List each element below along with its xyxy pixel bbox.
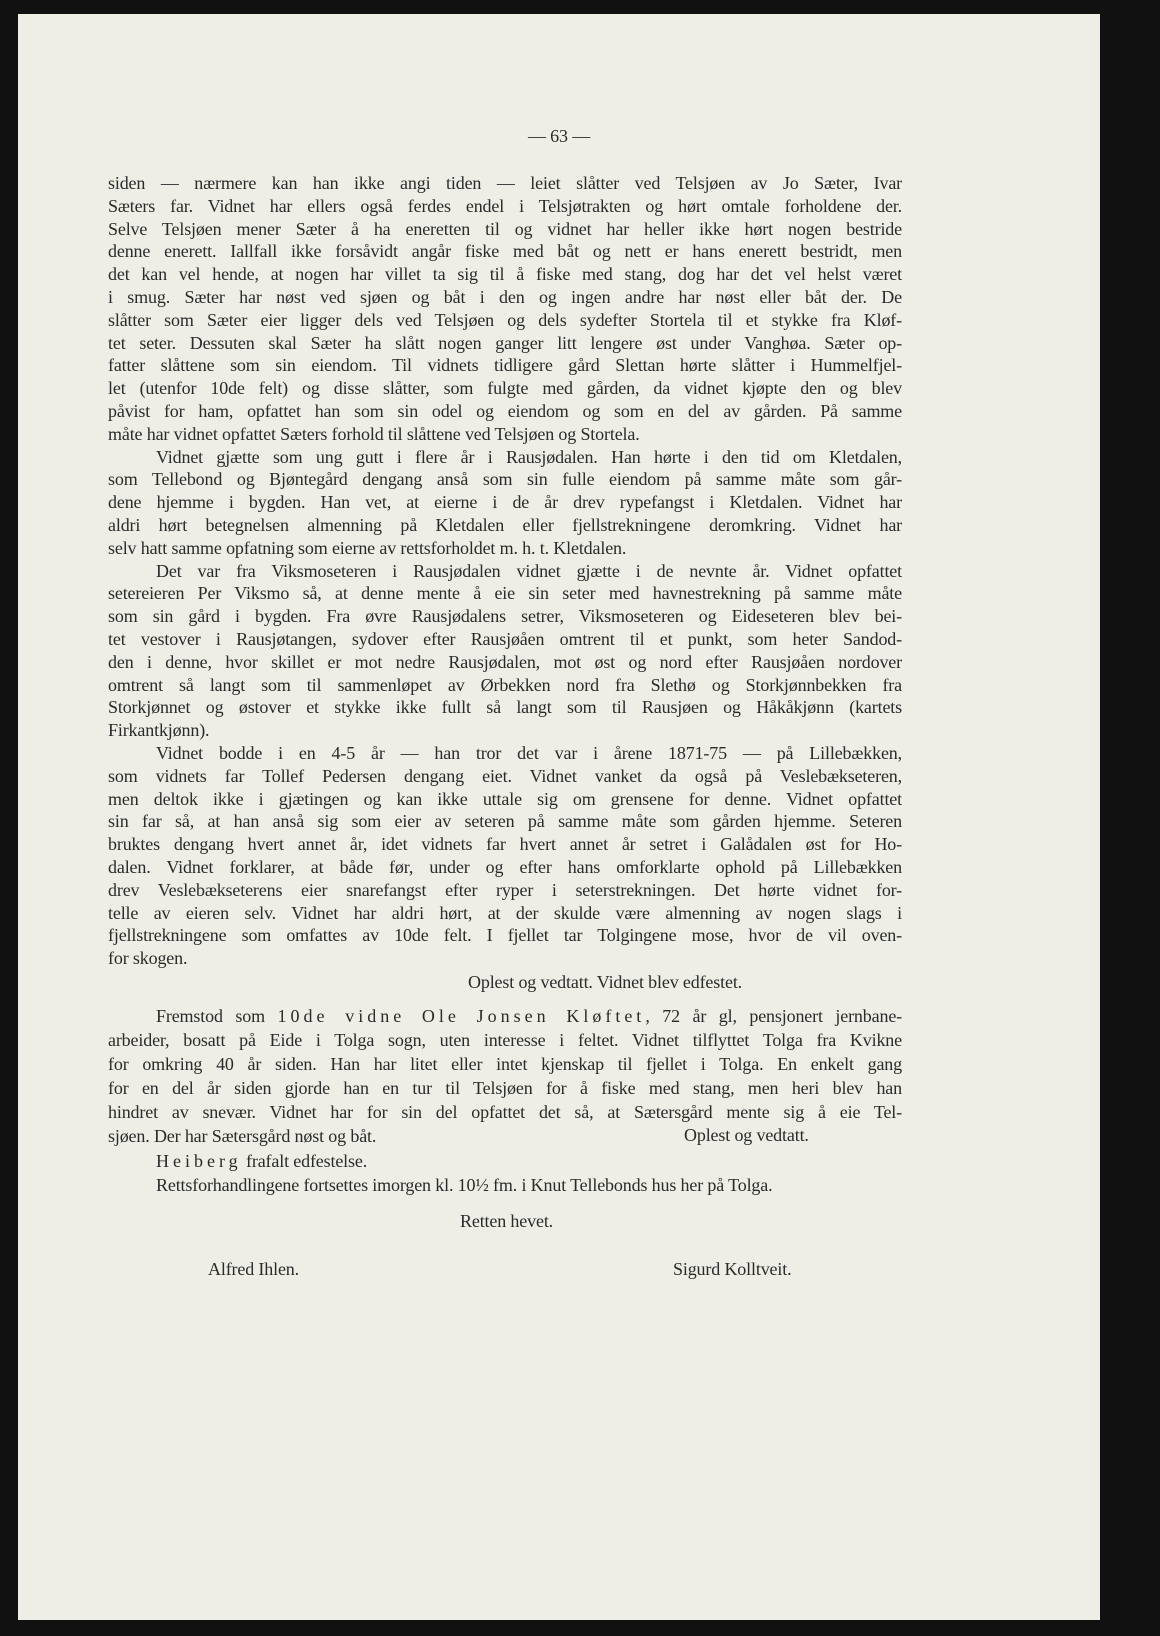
text-line: for en del år siden gjorde han en tur til Telsjøen for å fiske med stang, men heri blev han [108,1078,902,1099]
document-page [18,14,1100,1620]
text-line: måte har vidnet opfattet Sæters forhold til slåttene ved Telsjøen og Stortela. [108,423,640,444]
oath-note: Oplest og vedtatt. Vidnet blev edfestet. [468,972,743,992]
text-line: i smug. Sæter har nøst ved sjøen og båt i den og ingen andre har nøst eller båt der. De [108,286,902,307]
text-line: Rettsforhandlingene fortsettes imorgen kl. 10½ fm. i Knut Tellebonds hus her på Tolga. [156,1174,773,1195]
text-segment: frafalt edfestelse. [241,1150,368,1171]
text-line: sjøen. Der har Sætersgård nøst og båt. [108,1126,377,1147]
text-line: som vidnets far Tollef Pedersen dengang eiet. Vidnet vanket da også på Veslebækseteren, [108,765,902,786]
witness-10-paragraph [108,1004,902,1197]
text-line: som Tellebond og Bjøntegård dengang anså som sin fulle eiendom på samme måte som går- [108,469,902,490]
oath-note: Oplest og vedtatt. [684,1125,809,1145]
text-line: sin far så, at han anså sig som eier av seteren på samme måte som gården hjemme. Seteren [108,811,902,832]
text-line: setereieren Per Viksmo så, at denne mente å eie sin seter med havnestrekning på samme måte [108,583,902,604]
witness-name: 10de vidne Ole Jonsen Kløftet [277,1006,646,1026]
text-line: fjellstrekningene som omfattes av 10de felt. I fjellet tar Tolgingene mose, hvor de vil oven- [108,925,902,946]
text-line: drev Veslebækseterens eier snarefangst efter ryper i seterstrekningen. Det hørte vidnet for- [108,879,902,900]
text-line: hindret av snevær. Vidnet har for sin del opfattet det så, at Sætersgård mente sig å eie Tel- [108,1102,902,1123]
text-line [108,1004,902,1028]
text-line: slåtter som Sæter eier ligger dels ved Telsjøen og dels sydefter Stortela til et stykke fra Kløf- [108,309,902,330]
text-line: for skogen. [108,948,188,969]
text-line: dene hjemme i bygden. Han vet, at eierne i de år drev rypefangst i Kletdalen. Vidnet har [108,492,902,513]
signature-left: Alfred Ihlen. [208,1259,300,1279]
text-line: Selve Telsjøen mener Sæter å ha eneretten til og vidnet har heller ikke hørt nogen bestride [108,218,902,239]
text-line: den i denne, hvor skillet er mot nedre Rausjødalen, mot øst og nord efter Rausjøåen nordover [108,651,902,672]
text-line: denne enerett. Iallfall ikke forsåvidt angår fiske med båt og nett er hans enerett bestridt, men [108,241,902,262]
text-line: tet vestover i Rausjøtangen, sydover efter Rausjøåen omtrent til et punkt, som heter Sandod- [108,628,902,649]
text-line: aldri hørt betegnelsen almenning på Kletdalen eller fjellstrekningene deromkring. Vidnet har [108,514,902,535]
text-line: Vidnet bodde i en 4-5 år — han tror det var i årene 1871-75 — på Lillebækken, [156,742,902,763]
text-line: arbeider, bosatt på Eide i Tolga sogn, uten interesse i feltet. Vidnet tilflyttet Tolga fra Kvikne [108,1030,902,1051]
text-line: Vidnet gjætte som ung gutt i flere år i Rausjødalen. Han hørte i den tid om Kletdalen, [156,446,902,467]
text-line: påvist for ham, opfattet han som sin odel og eiendom og som en del av gården. På samme [108,400,902,421]
page-number: — 63 — [527,126,591,146]
text-line: som sin gård i bygden. Fra øvre Rausjødalens setrer, Viksmoseteren og Eideseteren blev bei- [108,606,902,627]
text-line: dalen. Vidnet forklarer, at både før, under og efter hans omforklarte ophold på Lillebækken [108,856,902,877]
testimony-body [108,172,902,970]
text-line: for omkring 40 år siden. Han har litet eller intet kjenskap til fjellet i Tolga. En enkelt gang [108,1054,902,1075]
text-line: Sæters far. Vidnet har ellers også ferdes endel i Telsjøtrakten og hørt omtale forholdene der. [108,195,902,216]
text-segment: Fremstod som [156,1006,278,1026]
text-line: tet seter. Dessuten skal Sæter ha slått nogen ganger litt lengere øst under Vanghøa. Sæter op- [108,332,902,353]
person-name: Heiberg [156,1150,242,1171]
text-line: fatter slåttene som sin eiendom. Til vidnets tidligere gård Slettan hørte slåtter i Hummelfjel- [108,355,902,376]
text-line: siden — nærmere kan han ikke angi tiden — leiet slåtter ved Telsjøen av Jo Sæter, Ivar [108,173,902,193]
signature-right: Sigurd Kolltveit. [673,1259,792,1279]
text-line: selv hatt samme opfatning som eierne av rettsforholdet m. h. t. Kletdalen. [108,537,627,558]
text-line: det kan vel hende, at nogen har villet ta sig til å fiske med stang, dog har det vel helst været [108,264,902,285]
text-line: men deltok ikke i gjætingen og kan ikke uttale sig om grensene for denne. Vidnet opfattet [108,788,902,809]
text-line [108,1149,902,1173]
text-line: omtrent så langt som til sammenløpet av Ørbekken nord fra Slethø og Storkjønnbekken fra [108,674,902,695]
text-line: Storkjønnet og østover et stykke ikke fullt så langt som til Rausjøen og Håkåkjønn (kartets [108,697,902,718]
text-line: let (utenfor 10de felt) og disse slåtter, som fulgte med gården, da vidnet kjøpte den og blev [108,378,902,399]
court-raised: Retten hevet. [460,1211,554,1231]
text-line: bruktes dengang hvert annet år, idet vidnets far hvert annet år setret i Galådalen øst for Ho- [108,834,902,855]
text-line: telle av eieren selv. Vidnet har aldri hørt, at der skulde være almenning av nogen slags i [108,902,902,923]
text-line: Det var fra Viksmoseteren i Rausjødalen vidnet gjætte i de nevnte år. Vidnet opfattet [156,560,902,581]
text-segment: , 72 år gl, pensjonert jernbane- [645,1006,903,1026]
text-line: Firkantkjønn). [108,720,210,741]
